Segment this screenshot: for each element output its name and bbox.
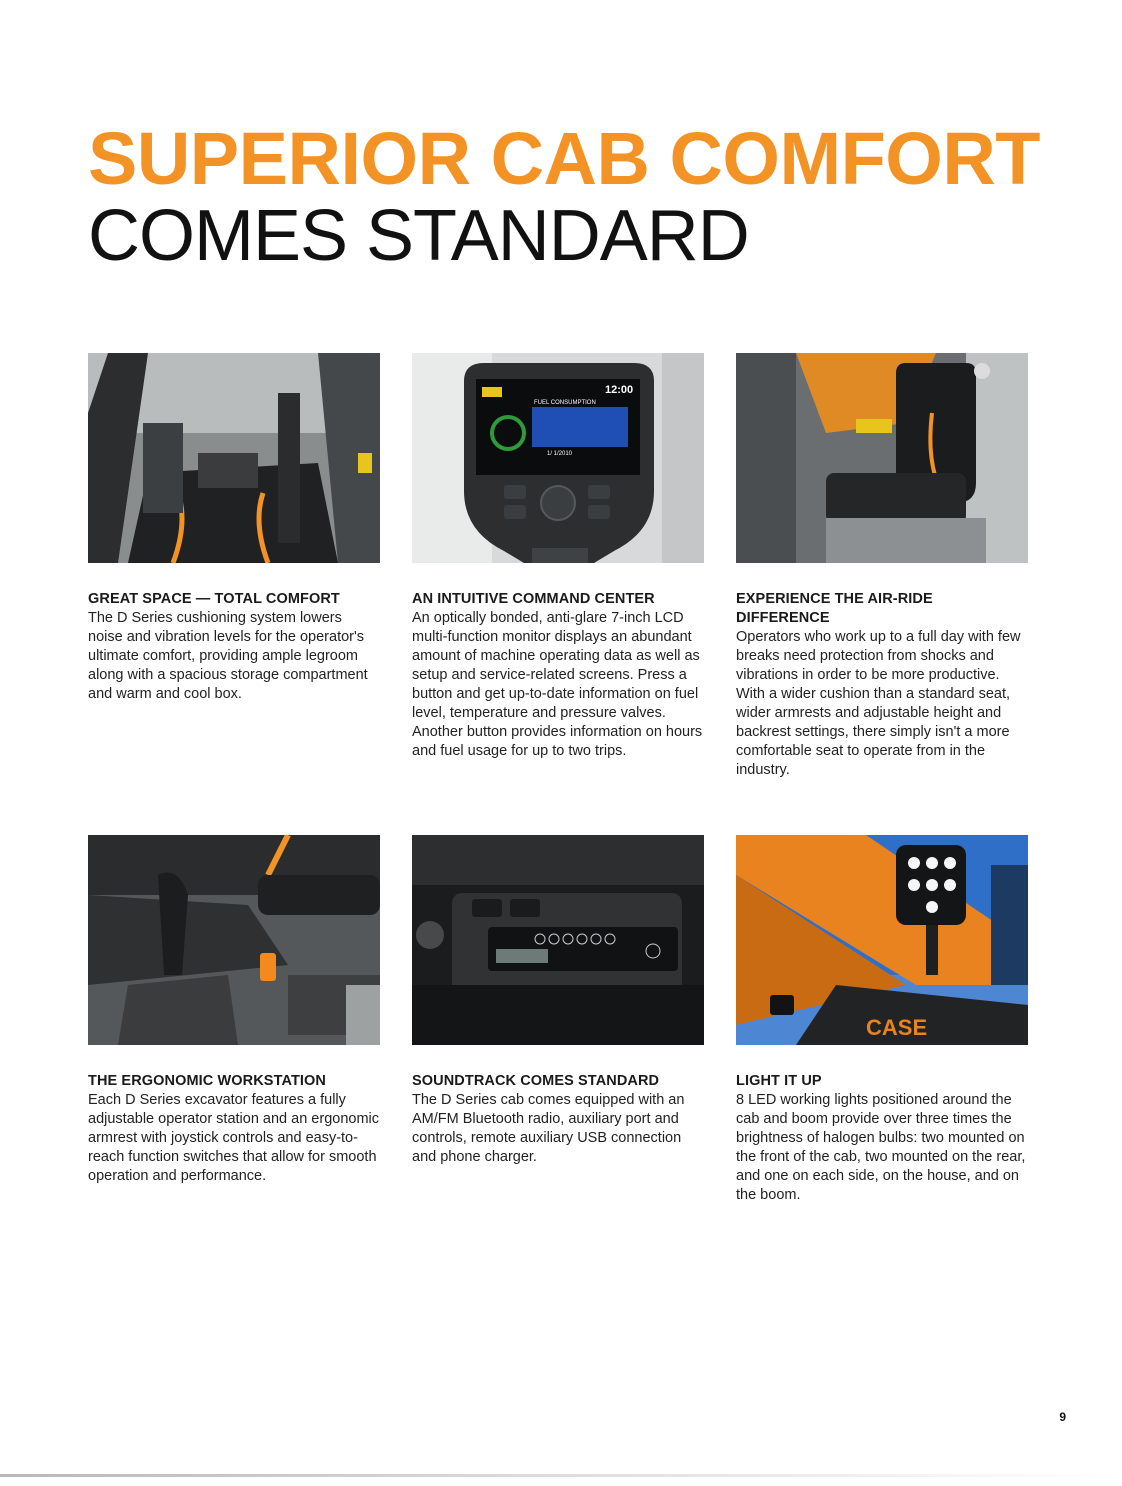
feature-heading: SOUNDTRACK COMES STANDARD — [412, 1073, 660, 1089]
feature-description: 8 LED working lights positioned around the cab and boom provide over three times the brightness of halogen bulbs: two mounted on the front of the cab, two mounted on the rear, and one on each side, on the house, and on the boom. — [736, 1092, 1026, 1203]
page-number: 9 — [1059, 1410, 1066, 1424]
feature-description: The D Series cushioning system lowers noise and vibration levels for the operator's ultimate comfort, providing ample legroom along with a spacious storage compartment and warm and cool box. — [88, 610, 368, 702]
monitor-screen-title: FUEL CONSUMPTION — [534, 400, 596, 406]
monitor-time: 12:00 — [605, 384, 634, 396]
feature-heading: THE ERGONOMIC WORKSTATION — [88, 1073, 326, 1089]
air-ride-seat-photo — [736, 353, 1028, 563]
feature-card-command-center — [412, 353, 704, 761]
feature-description: Each D Series excavator features a fully adjustable operator station and an ergonomic armrest with joystick controls and easy-to-reach function switches that allow for smooth operation and performance. — [88, 1092, 379, 1184]
feature-card-air-ride — [736, 353, 1028, 780]
feature-description: The D Series cab comes equipped with an AM/FM Bluetooth radio, auxiliary port and controls, remote auxiliary USB connection and phone charger. — [412, 1092, 685, 1165]
feature-card-soundtrack — [412, 835, 704, 1167]
page-title-highlight: SUPERIOR CAB COMFORT — [88, 117, 1040, 200]
feature-heading: GREAT SPACE — TOTAL COMFORT — [88, 591, 340, 607]
feature-heading: LIGHT IT UP — [736, 1073, 822, 1089]
feature-heading: AN INTUITIVE COMMAND CENTER — [412, 591, 655, 607]
monitor-date: 1/ 1/2010 — [547, 451, 573, 457]
page-edge-divider — [0, 1474, 1122, 1477]
radio-console-photo — [412, 835, 704, 1045]
feature-card-cab-space — [88, 353, 380, 704]
page-title-subtitle: COMES STANDARD — [88, 196, 749, 276]
feature-card-ergonomic — [88, 835, 380, 1186]
cab-interior-photo — [88, 353, 380, 563]
feature-description: An optically bonded, anti-glare 7-inch LCD multi-function monitor displays an abundant amount of machine operating data as well as setup and service-related screens. Press a button and get up-to-date information on fuel level, temperature and pressure valves. Another button provides information on hours and fuel usage for up to two trips. — [412, 610, 703, 759]
joystick-armrest-photo — [88, 835, 380, 1045]
feature-description: Operators who work up to a full day with few breaks need protection from shocks and vibrations in order to be more productive. With a wider cushion than a standard seat, wider armrests and adjustable height and backrest settings, there simply isn't a more comfortable seat to operate from in the industry. — [736, 629, 1021, 778]
led-work-light-photo — [736, 835, 1028, 1045]
monitor-photo — [412, 353, 704, 563]
svg-text:CASE: CASE — [866, 1015, 928, 1040]
feature-card-led-lights — [736, 835, 1028, 1205]
feature-heading: EXPERIENCE THE AIR-RIDE DIFFERENCE — [736, 591, 933, 626]
